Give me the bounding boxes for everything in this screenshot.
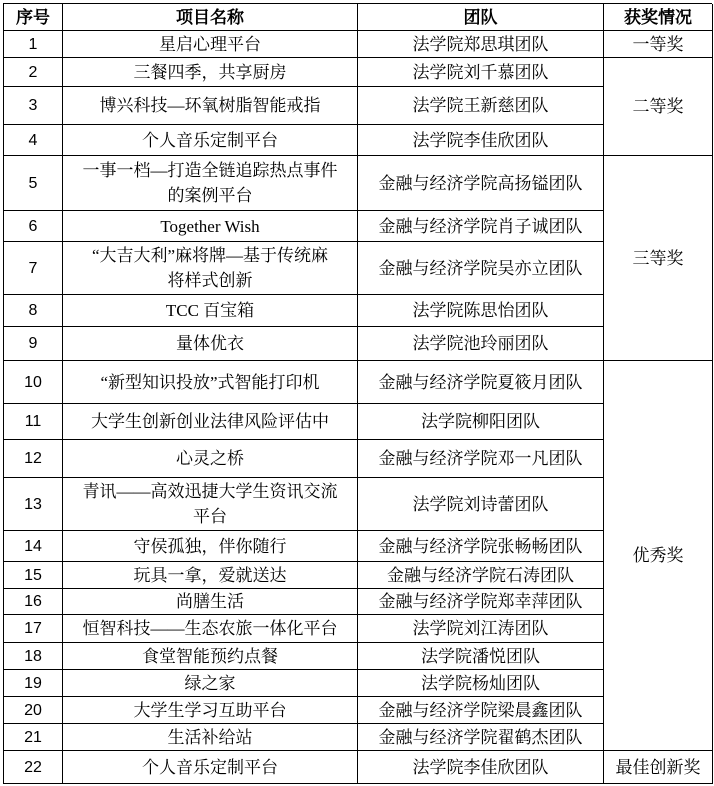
project-name — [63, 589, 358, 615]
team-name — [358, 562, 604, 589]
row-index — [4, 589, 63, 615]
row-index-text: 17 — [24, 620, 42, 637]
award-label — [604, 156, 713, 361]
row-index — [4, 531, 63, 562]
team-name — [358, 58, 604, 87]
award-label-text: 一等奖 — [632, 34, 684, 54]
team-name — [358, 724, 604, 751]
project-name — [63, 87, 358, 125]
project-name-text: 玩具一拿，爱就送达 — [133, 565, 287, 585]
header-index — [4, 4, 63, 31]
project-name — [63, 211, 358, 242]
row-index — [4, 751, 63, 784]
award-label-text: 三等奖 — [632, 248, 684, 268]
team-name-text: 法学院王新慈团队 — [412, 96, 549, 115]
awards-table — [3, 3, 712, 784]
row-index — [4, 643, 63, 670]
team-name — [358, 156, 604, 211]
project-name — [63, 156, 358, 211]
team-name — [358, 211, 604, 242]
row-index-text: 3 — [28, 97, 38, 114]
team-name-text: 金融与经济学院石涛团队 — [387, 565, 574, 585]
row-index-text: 16 — [24, 593, 42, 610]
team-name — [358, 327, 604, 361]
row-index-text: 1 — [28, 35, 38, 53]
project-name — [63, 643, 358, 670]
project-name — [63, 670, 358, 697]
header-team-label: 团队 — [463, 7, 498, 27]
award-label-text: 最佳创新奖 — [615, 757, 701, 777]
row-index — [4, 478, 63, 531]
header-project-name — [63, 4, 358, 31]
row-index — [4, 404, 63, 440]
header-award — [604, 4, 713, 31]
project-name-text: 三餐四季，共享厨房 — [133, 62, 287, 82]
team-name — [358, 31, 604, 58]
project-name — [63, 295, 358, 327]
project-name-text: 恒智科技——生态农旅一体化平台 — [82, 619, 338, 638]
team-name — [358, 589, 604, 615]
project-name — [63, 724, 358, 751]
project-name-text: 量体优衣 — [176, 334, 244, 353]
stray-border-mark — [712, 362, 713, 380]
row-index-text: 21 — [24, 728, 42, 746]
team-name-text: 法学院潘悦团队 — [421, 646, 540, 666]
project-name — [63, 327, 358, 361]
project-name — [63, 361, 358, 404]
team-name-text: 金融与经济学院梁晨鑫团队 — [378, 700, 583, 720]
row-index-text: 11 — [24, 413, 42, 430]
team-name-text: 法学院陈思怡团队 — [412, 301, 549, 320]
row-index-text: 20 — [24, 701, 42, 719]
row-index — [4, 670, 63, 697]
project-name-text: 个人音乐定制平台 — [142, 130, 278, 150]
row-index-text: 6 — [28, 217, 38, 235]
project-name — [63, 531, 358, 562]
project-name-text: 青讯——高效迅捷大学生资讯交流 平台 — [82, 482, 338, 526]
row-index-text: 12 — [24, 450, 42, 467]
row-index-text: 5 — [28, 174, 38, 192]
team-name — [358, 478, 604, 531]
row-index-text: 9 — [28, 335, 38, 352]
project-name-text: 个人音乐定制平台 — [142, 757, 278, 777]
team-name — [358, 697, 604, 724]
project-name-text: 大学生学习互助平台 — [133, 700, 287, 720]
row-index — [4, 242, 63, 295]
project-name — [63, 562, 358, 589]
team-name — [358, 242, 604, 295]
team-name — [358, 404, 604, 440]
row-index-text: 10 — [24, 373, 42, 391]
project-name-text: Together Wish — [160, 216, 260, 236]
row-index — [4, 156, 63, 211]
team-name — [358, 643, 604, 670]
header-award-label: 获奖情况 — [624, 7, 692, 27]
team-name-text: 法学院刘千慕团队 — [412, 62, 549, 82]
row-index — [4, 125, 63, 156]
team-name-text: 金融与经济学院翟鹤杰团队 — [378, 727, 583, 747]
project-name-text: 星启心理平台 — [159, 34, 261, 54]
row-index — [4, 31, 63, 58]
team-name-text: 法学院刘江涛团队 — [412, 619, 549, 638]
project-name — [63, 440, 358, 478]
header-index-label: 序号 — [16, 7, 50, 27]
team-name-text: 金融与经济学院张畅畅团队 — [378, 536, 583, 556]
team-name — [358, 87, 604, 125]
team-name-text: 金融与经济学院夏筱月团队 — [378, 372, 583, 392]
team-name-text: 法学院李佳欣团队 — [412, 757, 549, 777]
award-label — [604, 58, 713, 156]
row-index-text: 18 — [24, 647, 42, 665]
project-name-text: TCC 百宝箱 — [165, 301, 255, 320]
row-index — [4, 58, 63, 87]
row-index-text: 4 — [28, 131, 38, 149]
project-name — [63, 751, 358, 784]
header-project-name-label: 项目名称 — [176, 7, 244, 27]
team-name — [358, 615, 604, 643]
team-name — [358, 751, 604, 784]
row-index — [4, 440, 63, 478]
team-name-text: 法学院池玲丽团队 — [412, 334, 549, 353]
team-name-text: 金融与经济学院郑幸萍团队 — [378, 592, 583, 611]
row-index-text: 8 — [28, 302, 38, 319]
team-name-text: 法学院杨灿团队 — [421, 673, 540, 693]
project-name — [63, 615, 358, 643]
row-index — [4, 724, 63, 751]
row-index-text: 19 — [24, 674, 42, 692]
row-index-text: 22 — [24, 758, 42, 776]
project-name — [63, 31, 358, 58]
row-index — [4, 211, 63, 242]
team-name-text: 金融与经济学院邓一凡团队 — [378, 449, 583, 468]
team-name-text: 法学院刘诗蕾团队 — [412, 494, 549, 514]
award-label — [604, 361, 713, 751]
project-name — [63, 58, 358, 87]
project-name-text: 绿之家 — [184, 673, 236, 693]
project-name — [63, 478, 358, 531]
award-label-text: 二等奖 — [632, 97, 684, 116]
team-name — [358, 295, 604, 327]
project-name-text: 心灵之桥 — [176, 449, 244, 468]
project-name-text: 大学生创新创业法律风险评估中 — [91, 412, 329, 431]
row-index — [4, 327, 63, 361]
award-label — [604, 31, 713, 58]
row-index — [4, 562, 63, 589]
project-name-text: 守侯孤独，伴你随行 — [133, 536, 287, 556]
project-name-text: 生活补给站 — [167, 727, 253, 747]
project-name — [63, 125, 358, 156]
project-name — [63, 242, 358, 295]
team-name — [358, 125, 604, 156]
project-name — [63, 404, 358, 440]
row-index-text: 7 — [28, 259, 38, 277]
team-name — [358, 361, 604, 404]
award-label — [604, 751, 713, 784]
team-name-text: 金融与经济学院肖子诚团队 — [378, 216, 583, 236]
row-index-text: 2 — [28, 63, 38, 81]
row-index-text: 13 — [24, 495, 42, 513]
team-name — [358, 531, 604, 562]
project-name-text: “大吉大利”麻将牌—基于传统麻 将样式创新 — [91, 246, 329, 290]
team-name-text: 法学院柳阳团队 — [421, 412, 540, 431]
row-index — [4, 697, 63, 724]
team-name-text: 法学院李佳欣团队 — [412, 130, 549, 150]
team-name-text: 法学院郑思琪团队 — [412, 34, 549, 54]
team-name-text: 金融与经济学院吴亦立团队 — [378, 258, 583, 278]
team-name-text: 金融与经济学院高扬镒团队 — [378, 173, 583, 193]
team-name — [358, 670, 604, 697]
row-index — [4, 87, 63, 125]
header-team — [358, 4, 604, 31]
project-name-text: “新型知识投放”式智能打印机 — [100, 372, 320, 392]
project-name-text: 一事一档—打造全链追踪热点事件 的案例平台 — [82, 161, 338, 205]
team-name — [358, 440, 604, 478]
row-index-text: 14 — [24, 537, 42, 555]
row-index-text: 15 — [24, 566, 42, 584]
row-index — [4, 295, 63, 327]
row-index — [4, 361, 63, 404]
project-name — [63, 697, 358, 724]
project-name-text: 博兴科技—环氧树脂智能戒指 — [99, 96, 321, 115]
row-index — [4, 615, 63, 643]
award-label-text: 优秀奖 — [632, 546, 684, 565]
project-name-text: 尚膳生活 — [176, 592, 244, 611]
project-name-text: 食堂智能预约点餐 — [142, 646, 278, 666]
